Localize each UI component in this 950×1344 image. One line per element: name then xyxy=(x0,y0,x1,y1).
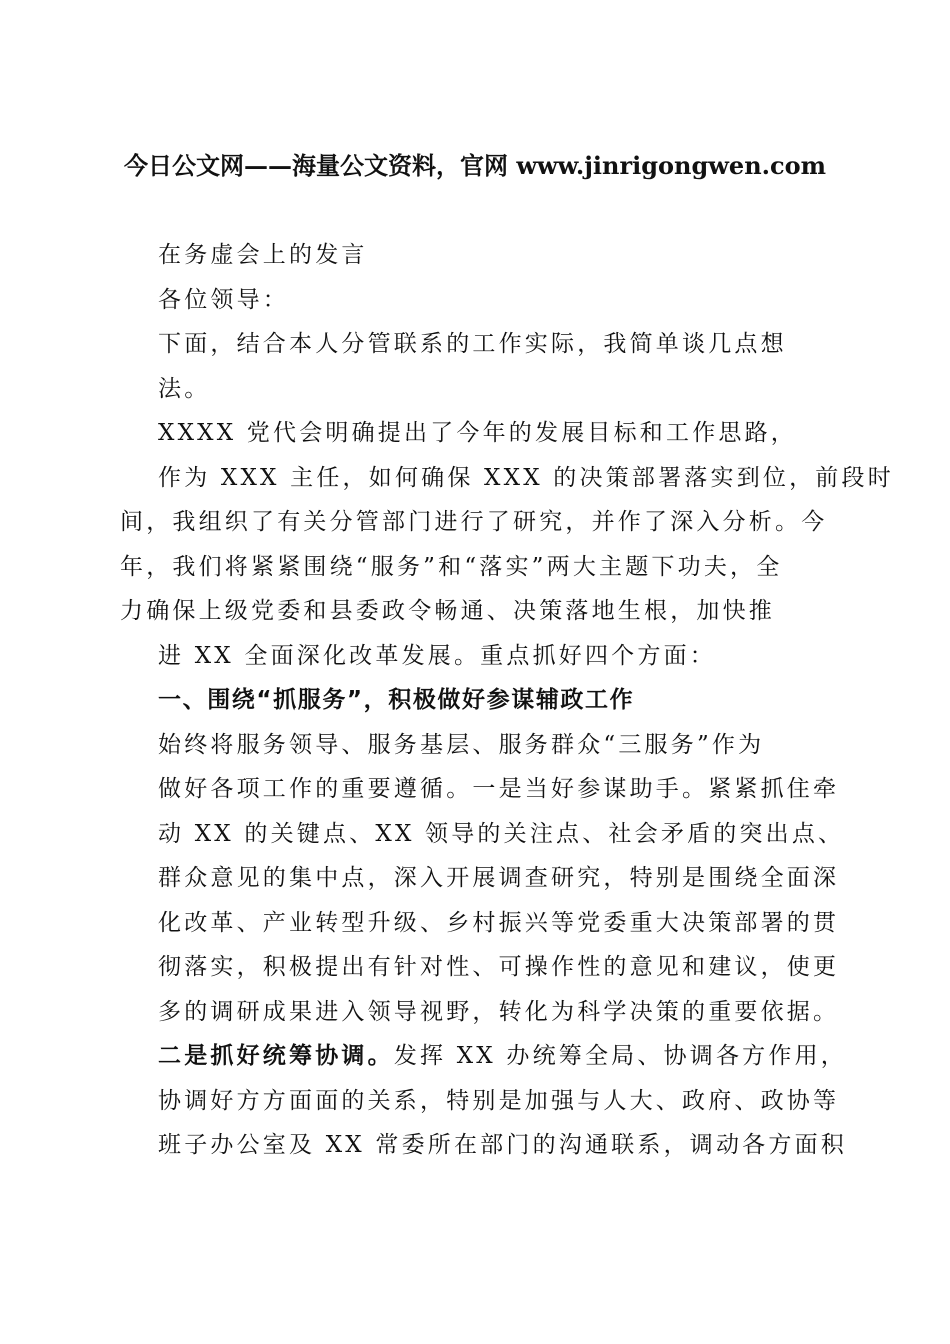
paragraph-line xyxy=(158,1041,847,1071)
section-heading: 一、围绕“抓服务”，积极做好参谋辅政工作 xyxy=(158,687,635,713)
doc-title: 在务虚会上的发言 xyxy=(158,242,368,268)
header-banner: 今日公文网——海量公文资料，官网 www.jinrigongwen.com xyxy=(123,151,827,180)
paragraph-line: 彻落实，积极提出有针对性、可操作性的意见和建议，使更 xyxy=(158,954,840,980)
paragraph-line: 始终将服务领导、服务基层、服务群众“三服务”作为 xyxy=(158,732,765,758)
paragraph-line: 年，我们将紧紧围绕“服务”和“落实”两大主题下功夫，全 xyxy=(120,554,783,580)
paragraph-line: 做好各项工作的重要遵循。一是当好参谋助手。紧紧抓住牵 xyxy=(158,776,840,802)
subheading-inline: 二是抓好统筹协调。 xyxy=(158,1042,394,1069)
paragraph-text: 发挥 XX 办统筹全局、协调各方作用， xyxy=(393,1043,847,1069)
paragraph-line: 法。 xyxy=(158,376,211,402)
paragraph-line: 间，我组织了有关分管部门进行了研究，并作了深入分析。今 xyxy=(120,509,828,535)
paragraph-line: 作为 XXX 主任，如何确保 XXX 的决策部署落实到位，前段时 xyxy=(158,465,894,491)
paragraph-line: 力确保上级党委和县委政令畅通、决策落地生根，加快推 xyxy=(120,598,775,624)
paragraph-line: 动 XX 的关键点、XX 领导的关注点、社会矛盾的突出点、 xyxy=(158,821,845,847)
paragraph-line: 群众意见的集中点，深入开展调查研究，特别是围绕全面深 xyxy=(158,865,840,891)
paragraph-line: 多的调研成果进入领导视野，转化为科学决策的重要依据。 xyxy=(158,999,840,1025)
paragraph-line: 班子办公室及 XX 常委所在部门的沟通联系，调动各方面积 xyxy=(158,1132,847,1158)
paragraph-line: 进 XX 全面深化改革发展。重点抓好四个方面： xyxy=(158,643,716,669)
paragraph-line: 协调好方方面面的关系，特别是加强与人大、政府、政协等 xyxy=(158,1088,840,1114)
paragraph-line: 化改革、产业转型升级、乡村振兴等党委重大决策部署的贯 xyxy=(158,910,840,936)
paragraph-line: 下面，结合本人分管联系的工作实际，我简单谈几点想 xyxy=(158,331,787,357)
salutation: 各位领导： xyxy=(158,287,289,313)
paragraph-line: XXXX 党代会明确提出了今年的发展目标和工作思路， xyxy=(158,420,798,446)
